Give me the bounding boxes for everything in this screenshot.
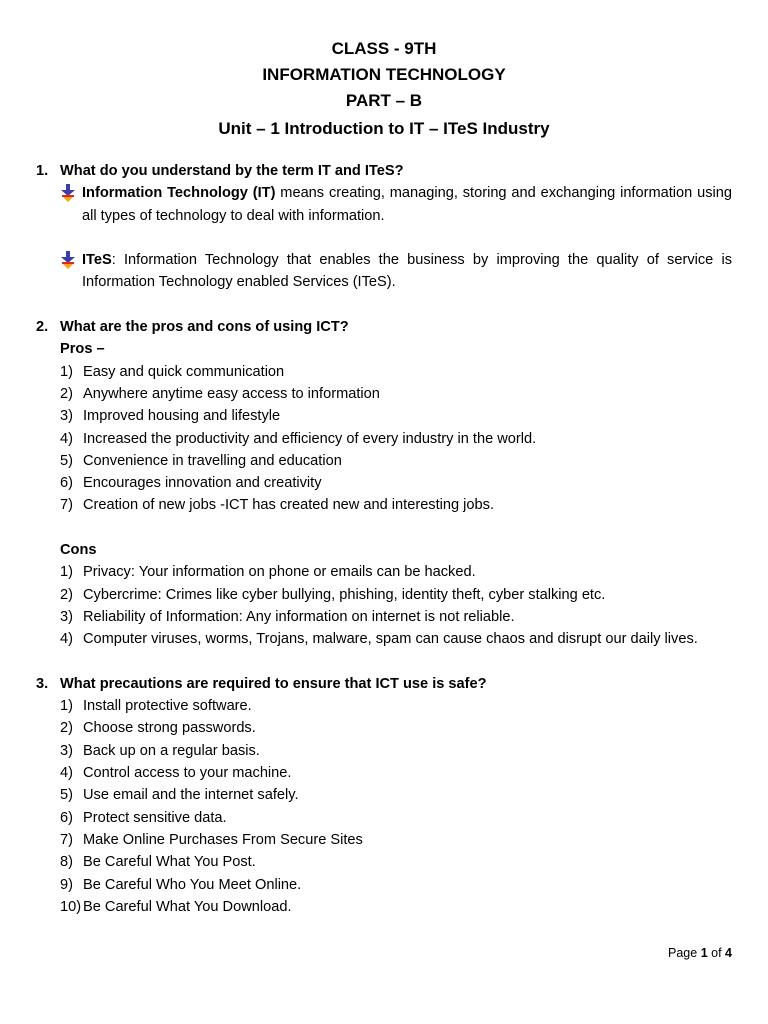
item-number: 9) <box>60 876 73 893</box>
of-word: of <box>711 946 722 960</box>
question-text: What do you understand by the term IT and ITeS? <box>60 163 404 179</box>
spacer <box>36 294 732 316</box>
item-number: 8) <box>60 854 73 871</box>
term: ITeS <box>82 252 112 269</box>
item-text: Creation of new jobs -ICT has created new and interesting jobs. <box>83 497 495 514</box>
list-item <box>36 807 732 829</box>
spacer <box>36 517 732 539</box>
question-3 <box>36 673 732 695</box>
list-item <box>36 383 732 405</box>
definition: : Information Technology that enables the business by improving the quality of service is Information Technology enabled Services (ITeS). <box>82 252 732 291</box>
question-number: 2. <box>36 319 49 336</box>
spacer <box>36 651 732 673</box>
subject-heading: INFORMATION TECHNOLOGY <box>262 65 506 84</box>
cons-heading: Cons <box>60 542 97 559</box>
term: Information Technology (IT) <box>82 185 276 202</box>
bullet-text <box>82 182 732 227</box>
item-text: Be Careful Who You Meet Online. <box>83 876 302 893</box>
list-item <box>36 874 732 896</box>
item-number: 5) <box>60 787 73 804</box>
bullet-it-definition <box>36 182 732 227</box>
page-current: 1 <box>700 946 708 960</box>
list-item <box>36 784 732 806</box>
item-text: Use email and the internet safely. <box>83 787 299 804</box>
list-item <box>36 829 732 851</box>
item-number: 3) <box>60 742 73 759</box>
item-number: 10) <box>60 898 82 915</box>
list-item <box>36 628 732 650</box>
list-item <box>36 695 732 717</box>
item-text: Encourages innovation and creativity <box>83 475 322 492</box>
item-text: Easy and quick communication <box>83 363 285 380</box>
question-2 <box>36 316 732 338</box>
unit-heading: Unit – 1 Introduction to IT – ITeS Industry <box>218 119 550 138</box>
title-block <box>0 36 768 142</box>
item-number: 1) <box>60 698 73 715</box>
page-total: 4 <box>725 946 732 960</box>
bullet-arrow-icon <box>60 249 82 294</box>
item-number: 6) <box>60 475 73 492</box>
item-number: 4) <box>60 765 73 782</box>
item-text: Install protective software. <box>83 698 252 715</box>
part-heading: PART – B <box>345 91 423 110</box>
list-item <box>36 717 732 739</box>
list-item <box>36 472 732 494</box>
item-text: Be Careful What You Download. <box>83 898 292 915</box>
item-text: Cybercrime: Crimes like cyber bullying, phishing, identity theft, cyber stalking etc. <box>83 586 606 603</box>
list-item <box>36 361 732 383</box>
list-item <box>36 405 732 427</box>
question-1 <box>36 160 732 182</box>
pros-heading: Pros – <box>60 341 105 358</box>
list-item <box>36 428 732 450</box>
list-item <box>36 606 732 628</box>
question-number: 1. <box>36 163 49 179</box>
item-text: Choose strong passwords. <box>83 720 256 737</box>
item-number: 4) <box>60 430 73 447</box>
item-text: Control access to your machine. <box>83 765 292 782</box>
item-number: 7) <box>60 497 73 514</box>
question-number: 3. <box>36 675 49 692</box>
item-text: Privacy: Your information on phone or emails can be hacked. <box>83 564 476 581</box>
bullet-text <box>82 249 732 294</box>
list-item <box>36 450 732 472</box>
item-number: 5) <box>60 452 73 469</box>
item-text: Improved housing and lifestyle <box>83 408 281 425</box>
item-text: Reliability of Information: Any information on internet is not reliable. <box>83 608 515 625</box>
item-text: Back up on a regular basis. <box>83 742 260 759</box>
item-number: 6) <box>60 809 73 826</box>
item-number: 3) <box>60 408 73 425</box>
list-item <box>36 494 732 516</box>
spacer <box>36 227 732 249</box>
list-item <box>36 584 732 606</box>
question-text: What are the pros and cons of using ICT? <box>60 319 349 336</box>
item-text: Anywhere anytime easy access to information <box>83 385 380 402</box>
item-number: 7) <box>60 831 73 848</box>
document-body <box>36 160 732 918</box>
list-item <box>36 762 732 784</box>
item-number: 1) <box>60 564 73 581</box>
list-item <box>36 740 732 762</box>
bullet-arrow-icon <box>60 182 82 227</box>
list-item <box>36 896 732 918</box>
bullet-ites-definition <box>36 249 732 294</box>
item-number: 1) <box>60 363 73 380</box>
page-word: Page <box>668 946 698 960</box>
item-number: 2) <box>60 720 73 737</box>
item-number: 3) <box>60 608 73 625</box>
item-text: Increased the productivity and efficiency of every industry in the world. <box>83 430 537 447</box>
item-text: Convenience in travelling and education <box>83 452 342 469</box>
page-footer <box>668 946 732 960</box>
item-text: Make Online Purchases From Secure Sites <box>83 831 363 848</box>
item-number: 2) <box>60 586 73 603</box>
list-item <box>36 561 732 583</box>
class-heading: CLASS - 9TH <box>331 39 437 58</box>
question-text: What precautions are required to ensure that ICT use is safe? <box>60 675 487 692</box>
item-number: 4) <box>60 631 73 648</box>
item-text: Protect sensitive data. <box>83 809 227 826</box>
item-number: 2) <box>60 385 73 402</box>
list-item <box>36 851 732 873</box>
item-text: Computer viruses, worms, Trojans, malware, spam can cause chaos and disrupt our daily lives. <box>83 631 698 648</box>
definition: means creating, managing, storing and exchanging information using all types of technology to deal with information. <box>82 185 733 224</box>
item-text: Be Careful What You Post. <box>83 854 256 871</box>
